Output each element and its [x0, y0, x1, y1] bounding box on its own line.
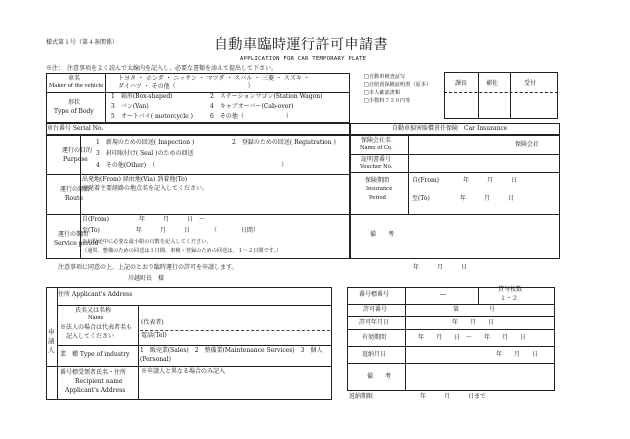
maker-label: 車名 — [68, 75, 81, 82]
purpose-option-1[interactable]: 1 新規のための回送( Inspection ) — [96, 139, 195, 146]
trip-remarks-label: 備 考 — [370, 231, 395, 238]
declaration-text: 注意事項に同意の上、上記のとおり臨時運行の許可を申請します。 — [58, 264, 238, 271]
plate-count[interactable]: １・２ — [500, 295, 519, 302]
voucher-label: 証明書番号 — [361, 156, 392, 163]
page-title: 自動車臨時運行許可申請書 — [214, 37, 388, 53]
recipient-address-label-en: Applicant's Address — [65, 387, 126, 394]
industry-label: 業 種 Type of industry — [60, 351, 130, 358]
body-option-1[interactable]: 1 箱形(Box-shaped) — [111, 93, 173, 100]
insurer-company-label-en: Name of Co. — [360, 145, 393, 151]
serial-number-label: 車台番号 Serial No. — [47, 125, 104, 132]
industry-options[interactable]: 1 販売業(Sales) 2 整備業(Maintenance Services) 3 個人 — [140, 347, 323, 354]
page-subtitle: APPLICATION FOR CAR TEMPORARY PLATE — [240, 56, 367, 62]
insurer-company-label: 保険会社名 — [361, 137, 392, 144]
stamp-col-chief: 課長 — [455, 80, 468, 87]
insurance-period-from[interactable]: 自(From) 年 月 日 — [412, 177, 518, 184]
applicant-name-corp-note-1: ※法人の場合は代表者名も — [60, 324, 133, 331]
return-date: 年 月 日 — [496, 351, 539, 358]
plate-number-label: 番号標番号 — [359, 291, 390, 298]
plate-count-label: 貸与枚数 — [498, 286, 523, 293]
validity-period: 年 月 日 ～ 年 月 日 — [418, 334, 527, 341]
period-label-en: Service period — [54, 240, 99, 247]
insurer-company-suffix: 保険会社 — [515, 141, 540, 148]
route-label-en: Route — [65, 195, 83, 202]
body-option-6[interactable]: 6 その他（ ） — [210, 113, 292, 120]
period-label: 運行の期間 — [58, 231, 89, 238]
instruction-note: ※注： 注意事項をよく読んで太線内を記入し、必要な書類を添えて提出して下さい。 — [46, 65, 278, 72]
addressee: 川越町長 様 — [128, 275, 165, 282]
applicant-address-label: 住所 Applicant's Address — [58, 291, 133, 298]
office-item-4: □手数料７５０円等 — [364, 98, 411, 104]
permit-date: 年 月 日 — [452, 319, 495, 326]
body-option-2[interactable]: 2 ステーションワゴン(Station Wagon) — [210, 93, 323, 100]
purpose-option-2[interactable]: 2 登録のための回送( Registration ) — [232, 139, 336, 146]
body-option-4[interactable]: 4 キャブオーバー(Cab-over) — [210, 103, 294, 110]
route-line-2: ※発着主要経路の地点名を記入してください。 — [82, 185, 209, 192]
permit-remarks-label: 備 考 — [367, 373, 392, 380]
purpose-label: 運行の目的 — [62, 147, 93, 154]
body-option-3[interactable]: 3 バン(Van) — [111, 103, 149, 110]
return-deadline: 年 月 日まで — [420, 393, 487, 400]
body-type-label: 形状 — [68, 99, 81, 106]
purpose-option-3[interactable]: 3 封印取付け( Seal )のための回送 — [96, 150, 194, 157]
period-from[interactable]: 自(From) 年 月 日 ～ — [82, 216, 206, 223]
applicant-name-label: 氏名又は名称 — [75, 307, 112, 314]
body-type-label-en: Type of Body — [54, 108, 94, 115]
permit-date-label: 許可年月日 — [359, 319, 390, 326]
route-line-1[interactable]: 出発地(From) 経由地(Via) 到着地(To) — [82, 176, 188, 183]
return-deadline-label: 返納期限 — [349, 393, 374, 400]
permit-number: 第 号 — [453, 306, 496, 313]
period-to[interactable]: 至(To) 年 月 日 （ 日間） — [82, 227, 259, 234]
purpose-option-4[interactable]: 4 その他(Other) （ ） — [96, 162, 288, 169]
stamp-col-reception: 受付 — [524, 80, 537, 87]
return-date-label: 返納月日 — [362, 351, 387, 358]
period-note-1: ※日程途中に必要な最小限の日数を記入してください。 — [82, 239, 212, 245]
voucher-label-en: Voucher No. — [360, 164, 393, 170]
plate-number-dash: ― — [440, 291, 446, 298]
stamp-col-deputy: 補佐 — [486, 80, 499, 87]
maker-options-line2[interactable]: ダイハツ ・ その他（ ） — [118, 83, 254, 90]
maker-label-en: Maker of the vehicle — [49, 83, 104, 89]
industry-options-personal[interactable]: (Personal) — [140, 356, 171, 363]
recipient-label-en: Recipient name — [75, 378, 123, 385]
applicant-name-corp-note-2: 記入してください — [66, 333, 115, 340]
body-option-5[interactable]: 5 オートバイ( motorcycle ) — [111, 113, 193, 120]
insurance-period-label-en2: Period — [369, 195, 386, 201]
recipient-label: 番号標受領者氏名・住所 — [60, 369, 127, 376]
validity-label: 有効期間 — [362, 334, 387, 341]
insurance-title: 自動車損害賠償責任保険 Car Insurance — [392, 125, 508, 132]
route-label: 運行の経路 — [60, 186, 91, 193]
recipient-note: ※申請人と異なる場合のみ記入 — [141, 368, 226, 375]
office-item-1: □自動車検査証写 — [364, 74, 406, 80]
applicant-side-label: 申請人 — [48, 328, 55, 354]
insurance-period-label: 保険期間 — [365, 177, 390, 184]
period-note-2: （通常、整備のための回送は１日間、車検・登録のための回送は、１～２日間です。） — [82, 248, 282, 254]
permit-number-label: 許可番号 — [363, 306, 388, 313]
telephone-label: 電話(Tel) — [141, 332, 167, 339]
form-number: 様式第１号（第４条関係） — [46, 39, 119, 46]
representative-label: (代表者) — [141, 319, 164, 326]
applicant-name-label-en: Name — [88, 315, 104, 321]
declaration-date[interactable]: 年 月 日 — [413, 264, 468, 271]
office-item-3: □本人確認書類 — [364, 90, 401, 96]
maker-options-line1[interactable]: トヨタ ・ ホンダ ・ ニッサン ・ マツダ ・ スバル ・ 三菱 ・ スズキ ・ — [118, 75, 310, 82]
insurance-period-label-en1: Insurance — [366, 186, 393, 192]
office-item-2: □自賠責保険証明書（原本） — [364, 82, 432, 88]
purpose-label-en: Purpose — [63, 156, 88, 163]
insurance-period-to[interactable]: 至(To) 年 月 日 — [412, 195, 514, 202]
